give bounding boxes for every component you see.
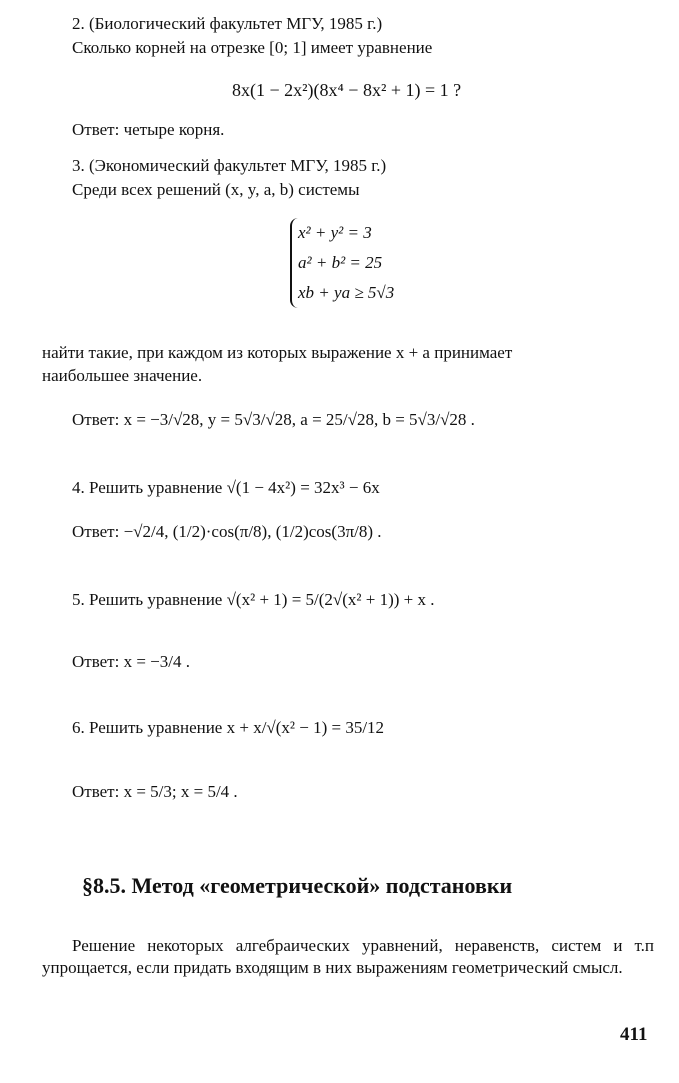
problem3-text-line2: наибольшее значение. [42,366,203,385]
problem3-question: Среди всех решений (x, y, a, b) системы [72,180,360,199]
problem4-answer: Ответ: −√2/4, (1/2)·cos(π/8), (1/2)cos(3π/8) . [72,522,382,541]
problem6-statement: 6. Решить уравнение x + x/√(x² − 1) = 35/12 [72,718,385,737]
problem5-statement: 5. Решить уравнение √(x² + 1) = 5/(2√(x² + 1)) + x . [72,590,435,609]
problem3-answer: Ответ: x = −3/√28, y = 5√3/√28, a = 25/√28, b = 5√3/√28 . [72,410,475,429]
system-eq-3: xb + ya ≥ 5√3 [298,283,395,302]
section-paragraph: Решение некоторых алгебраических уравнений, неравенств, систем и т.п упрощается, если придать входящим в них выражениям геометрический смысл. [42,936,654,977]
problem4-statement: 4. Решить уравнение √(1 − 4x²) = 32x³ − 6x [72,478,380,497]
system-eq-2: a² + b² = 25 [298,253,383,272]
problem3-header: 3. (Экономический факультет МГУ, 1985 г.) [72,156,387,175]
problem3-text-line1: найти такие, при каждом из которых выражение x + a принимает [42,343,513,362]
problem6-answer: Ответ: x = 5/3; x = 5/4 . [72,782,238,801]
problem2-equation: 8x(1 − 2x²)(8x⁴ − 8x² + 1) = 1 ? [232,80,462,100]
problem5-answer: Ответ: x = −3/4 . [72,652,190,671]
section-title: §8.5. Метод «геометрической» подстановки [82,873,513,898]
problem2-question: Сколько корней на отрезке [0; 1] имеет уравнение [72,38,433,57]
equation-system [290,218,394,308]
problem2-header: 2. (Биологический факультет МГУ, 1985 г.) [72,14,383,33]
problem2-answer: Ответ: четыре корня. [72,120,225,139]
page-number: 411 [620,1024,648,1045]
system-eq-1: x² + y² = 3 [298,223,372,242]
